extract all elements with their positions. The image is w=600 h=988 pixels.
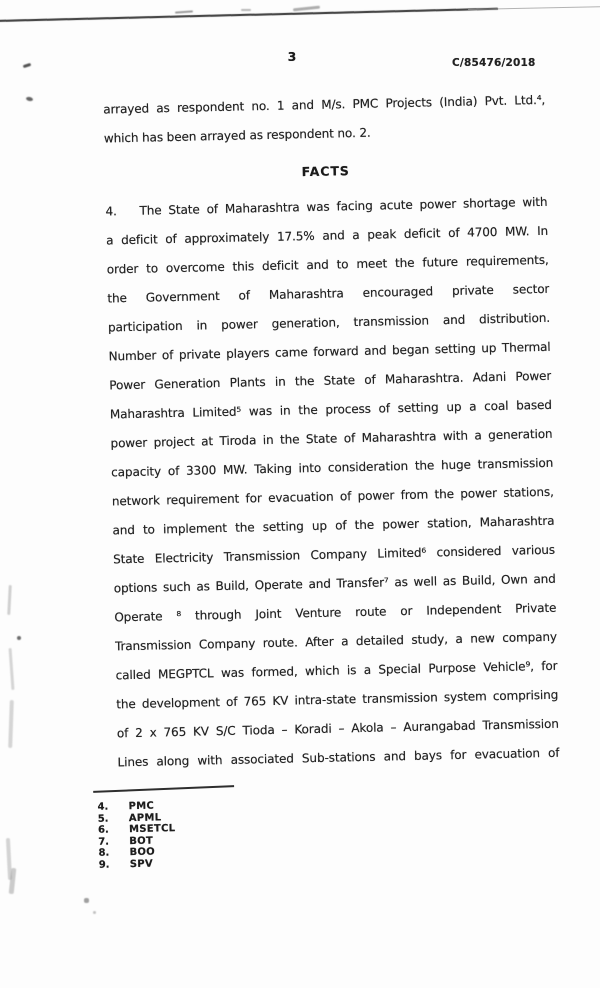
paragraph-4 <box>105 188 560 778</box>
paragraph-line: participation in power generation, transmission and distribution. <box>107 310 551 335</box>
scan-smudge <box>26 96 34 101</box>
footnotes-list <box>97 792 561 871</box>
footnote-item-num: 4. <box>97 801 109 813</box>
scan-smudge <box>175 10 193 13</box>
case-number: C/85476/2018 <box>452 57 536 69</box>
paragraph-line: the development of 765 KV intra-state transmission system comprising <box>116 687 559 712</box>
paragraph-line: called MEGPTCL was formed, which is a Special Purpose Vehicle⁹, for <box>115 658 558 683</box>
paragraph-line: of 2 x 765 KV S/C Tioda – Koradi – Akola – Aurangabad Transmission <box>116 716 559 741</box>
footnote-item-num: 5. <box>97 813 109 825</box>
scan-smudge <box>293 6 320 12</box>
scan-smudge <box>6 838 12 880</box>
footnote-item-label: BOT <box>129 835 154 847</box>
intro-line: which has been arrayed as respondent no. 2. <box>103 125 371 146</box>
paragraph-line: Lines along with associated Sub-stations and bays for evacuation of <box>117 745 560 770</box>
footnote-item-label: APML <box>128 811 162 824</box>
footnote-item-num: 6. <box>97 824 109 836</box>
paragraph-line: options such as Build, Operate and Transfer⁷ as well as Build, Own and <box>113 571 556 596</box>
scan-smudge <box>93 911 96 914</box>
paragraph-line: capacity of 3300 MW. Taking into consideration the huge transmission <box>111 455 554 480</box>
paragraph-line: State Electricity Transmission Company Limited⁶ considered various <box>112 542 556 567</box>
paragraph-4-first-line-text: The State of Maharashtra was facing acute power shortage with <box>139 194 548 218</box>
footnote-item-num: 8. <box>98 847 110 859</box>
footnote-rule <box>93 785 234 793</box>
scan-smudge <box>9 648 15 690</box>
scan-edge-line-faint <box>468 6 600 10</box>
paragraph-line: a deficit of approximately 17.5% and a peak deficit of 4700 MW. In <box>106 223 549 248</box>
scan-smudge <box>9 868 17 894</box>
paragraph-line: and to implement the setting up of the power station, Maharashtra <box>112 513 555 538</box>
scan-smudge <box>84 898 89 903</box>
scan-smudge <box>241 9 251 11</box>
paragraph-number: 4. <box>105 204 117 219</box>
paragraph-line: network requirement for evacuation of power from the power stations, <box>111 484 554 509</box>
paragraph-line: Number of private players came forward and began setting up Thermal <box>108 339 551 364</box>
scan-smudge <box>8 700 14 748</box>
paragraph-line: Operate ⁸ through Joint Venture route or Independent Private <box>114 600 557 625</box>
scan-edge-line <box>0 8 498 22</box>
footnote-item-num: 9. <box>98 859 110 871</box>
scan-smudge <box>17 636 21 640</box>
paragraph-line: the Government of Maharashtra encouraged private sector <box>107 281 550 306</box>
page-number: 3 <box>287 49 297 64</box>
paragraph-line: Maharashtra Limited⁵ was in the process of setting up a coal based <box>109 397 553 422</box>
section-heading-facts: FACTS <box>301 163 350 180</box>
footnote-item-num: 7. <box>98 836 110 848</box>
paragraph-4-lines <box>106 217 560 778</box>
footnote-item-label: BOO <box>129 846 156 859</box>
intro-line: arrayed as respondent no. 1 and M/s. PMC Projects (India) Pvt. Ltd.⁴, <box>103 92 546 117</box>
paragraph-line: Power Generation Plants in the State of Maharashtra. Adani Power <box>109 368 552 393</box>
footnote-item-label: MSETCL <box>128 823 176 836</box>
footnote-item-label: SPV <box>129 858 154 870</box>
footnote-item-label: PMC <box>128 800 155 813</box>
paragraph-line: Transmission Company route. After a detailed study, a new company <box>114 629 558 654</box>
paragraph-line: power project at Tiroda in the State of Maharashtra with a generation <box>110 426 553 451</box>
document-content <box>80 86 562 871</box>
paragraph-line: order to overcome this deficit and to meet the future requirements, <box>106 252 549 277</box>
scan-smudge <box>7 585 12 615</box>
intro-paragraph <box>103 86 546 154</box>
